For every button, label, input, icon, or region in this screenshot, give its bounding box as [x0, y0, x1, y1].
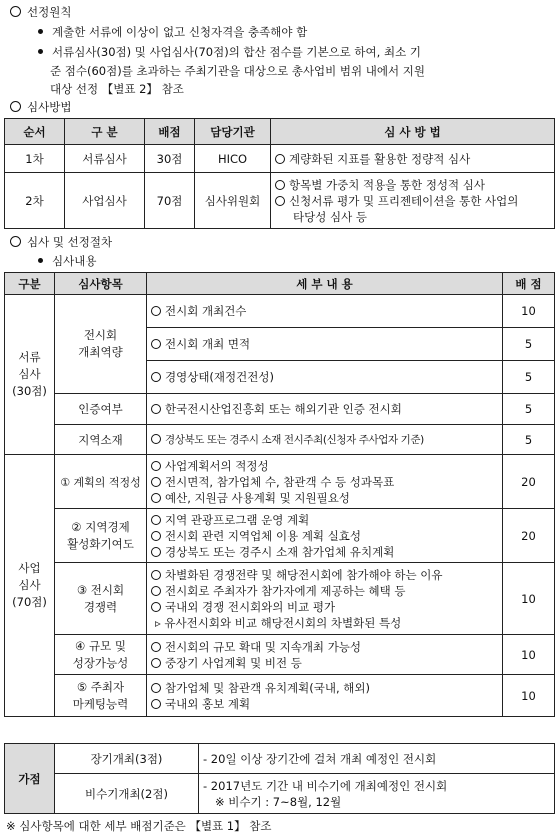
table-row: 인증여부 한국전시산업진흥회 또는 해외기관 인증 전시회 5: [5, 394, 555, 425]
circle-bullet-icon: [151, 531, 161, 541]
header-detail: 세 부 내 용: [147, 273, 503, 295]
bonus-label: 가점: [5, 744, 55, 814]
circle-bullet-icon: [275, 196, 285, 206]
section-procedure-title: 심사 및 선정절차: [10, 234, 112, 250]
table-row: 2차 사업심사 70점 심사위원회 항목별 가중치 적용을 통한 정성적 심사 신청서류 평가 및 프리젠테이션을 통한 사업의 타당성 심사 등: [5, 173, 555, 229]
section-method-title: 심사방법: [10, 99, 71, 115]
circle-bullet-icon: [10, 6, 21, 17]
criteria-table-header: [5, 273, 555, 295]
table-row: 1차 서류심사 30점 HICO 계량화된 지표를 활용한 정량적 심사: [5, 145, 555, 173]
method-table-header: [5, 119, 555, 145]
footnote: ※ 심사항목에 대한 세부 배점기준은 【별표 1】 참조: [6, 819, 272, 833]
table-row: 가점 장기개최(3점) - 20일 이상 장기간에 걸쳐 개최 예정인 전시회: [5, 744, 555, 774]
circle-bullet-icon: [151, 372, 161, 382]
circle-bullet-icon: [151, 658, 161, 668]
principle-bullet-2: 서류심사(30점) 및 사업심사(70점)의 합산 점수를 기본으로 하여, 최소 기: [38, 44, 421, 60]
header-group: 구분: [5, 273, 55, 295]
circle-bullet-icon: [151, 339, 161, 349]
table-row: 비수기개최(2점) - 2017년도 기간 내 비수기에 개최예정인 전시회 ※ 비수기 : 7~8월, 12월: [5, 774, 555, 814]
circle-bullet-icon: [151, 493, 161, 503]
table-row: 사업 심사 (70점) ① 계획의 적정성 사업계획서의 적정성 전시면적, 참가업체 수, 참관객 수 등 성과목표 예산, 지원금 사용계획 및 지원필요성 20: [5, 455, 555, 509]
table-row: ② 지역경제 활성화기여도 지역 관광프로그램 운영 계획 전시회 관련 지역업체 이용 계획 실효성 경상북도 또는 경주시 소재 참가업체 유치계획 20: [5, 509, 555, 563]
table-row: ③ 전시회 경쟁력 차별화된 경쟁전략 및 해당전시회에 참가해야 하는 이유 전시회로 주최자가 참가자에게 제공하는 혜택 등 국내외 경쟁 전시회와의 비교 평가 ▹ 유사전시회와 비교 해당전시회의 차별화된 특성 10: [5, 563, 555, 635]
section-principles-title: 선정원칙: [10, 4, 71, 20]
header-points: 배 점: [503, 273, 555, 295]
procedure-sub: 심사내용: [38, 253, 96, 269]
circle-bullet-icon: [151, 306, 161, 316]
table-row: ⑤ 주최자 마케팅능력 참가업체 및 참관객 유치계획(국내, 해외) 국내외 홍보 계획 10: [5, 675, 555, 717]
group-document: 서류 심사 (30점): [5, 295, 55, 455]
criteria-table: [4, 272, 555, 717]
dot-bullet-icon: [38, 29, 43, 34]
header-category: 구 분: [65, 119, 145, 145]
circle-bullet-icon: [151, 586, 161, 596]
table-row: 지역소재 경상북도 또는 경주시 소재 전시주최(신청자 주사업자 기준) 5: [5, 425, 555, 455]
table-row: 경영상태(재정건전성) 5: [5, 361, 555, 394]
circle-bullet-icon: [151, 461, 161, 471]
header-order: 순서: [5, 119, 65, 145]
circle-bullet-icon: [151, 404, 161, 414]
table-row: 전시회 개최 면적 5: [5, 328, 555, 361]
circle-bullet-icon: [275, 180, 285, 190]
table-row: ④ 규모 및 성장가능성 전시회의 규모 확대 및 지속개최 가능성 중장기 사업계획 및 비전 등 10: [5, 635, 555, 675]
circle-bullet-icon: [151, 683, 161, 693]
circle-bullet-icon: [151, 570, 161, 580]
circle-bullet-icon: [151, 602, 161, 612]
principle-bullet-2-cont: 준 점수(60점)를 초과하는 주최기관을 대상으로 총사업비 범위 내에서 지원: [50, 64, 426, 78]
circle-bullet-icon: [151, 699, 161, 709]
circle-bullet-icon: [151, 434, 161, 444]
dot-bullet-icon: [38, 258, 43, 263]
header-item: 심사항목: [55, 273, 147, 295]
circle-bullet-icon: [275, 154, 285, 164]
bonus-table: [4, 743, 555, 814]
circle-bullet-icon: [151, 515, 161, 525]
dot-bullet-icon: [38, 49, 43, 54]
principle-bullet-1: 계출한 서류에 이상이 없고 신청자격을 충족해야 함: [38, 24, 307, 40]
circle-bullet-icon: [151, 547, 161, 557]
principle-bullet-2-cont2: 대상 선정 【별표 2】 참조: [50, 82, 184, 96]
table-row: 서류 심사 (30점) 전시회 개최역량 전시회 개최건수 10: [5, 295, 555, 328]
circle-bullet-icon: [10, 236, 21, 247]
circle-bullet-icon: [10, 101, 21, 112]
header-method: 심 사 방 법: [271, 119, 555, 145]
circle-bullet-icon: [151, 477, 161, 487]
header-agency: 담당기관: [195, 119, 271, 145]
group-business: 사업 심사 (70점): [5, 455, 55, 717]
method-table: [4, 118, 555, 229]
header-score: 배점: [145, 119, 195, 145]
circle-bullet-icon: [151, 642, 161, 652]
